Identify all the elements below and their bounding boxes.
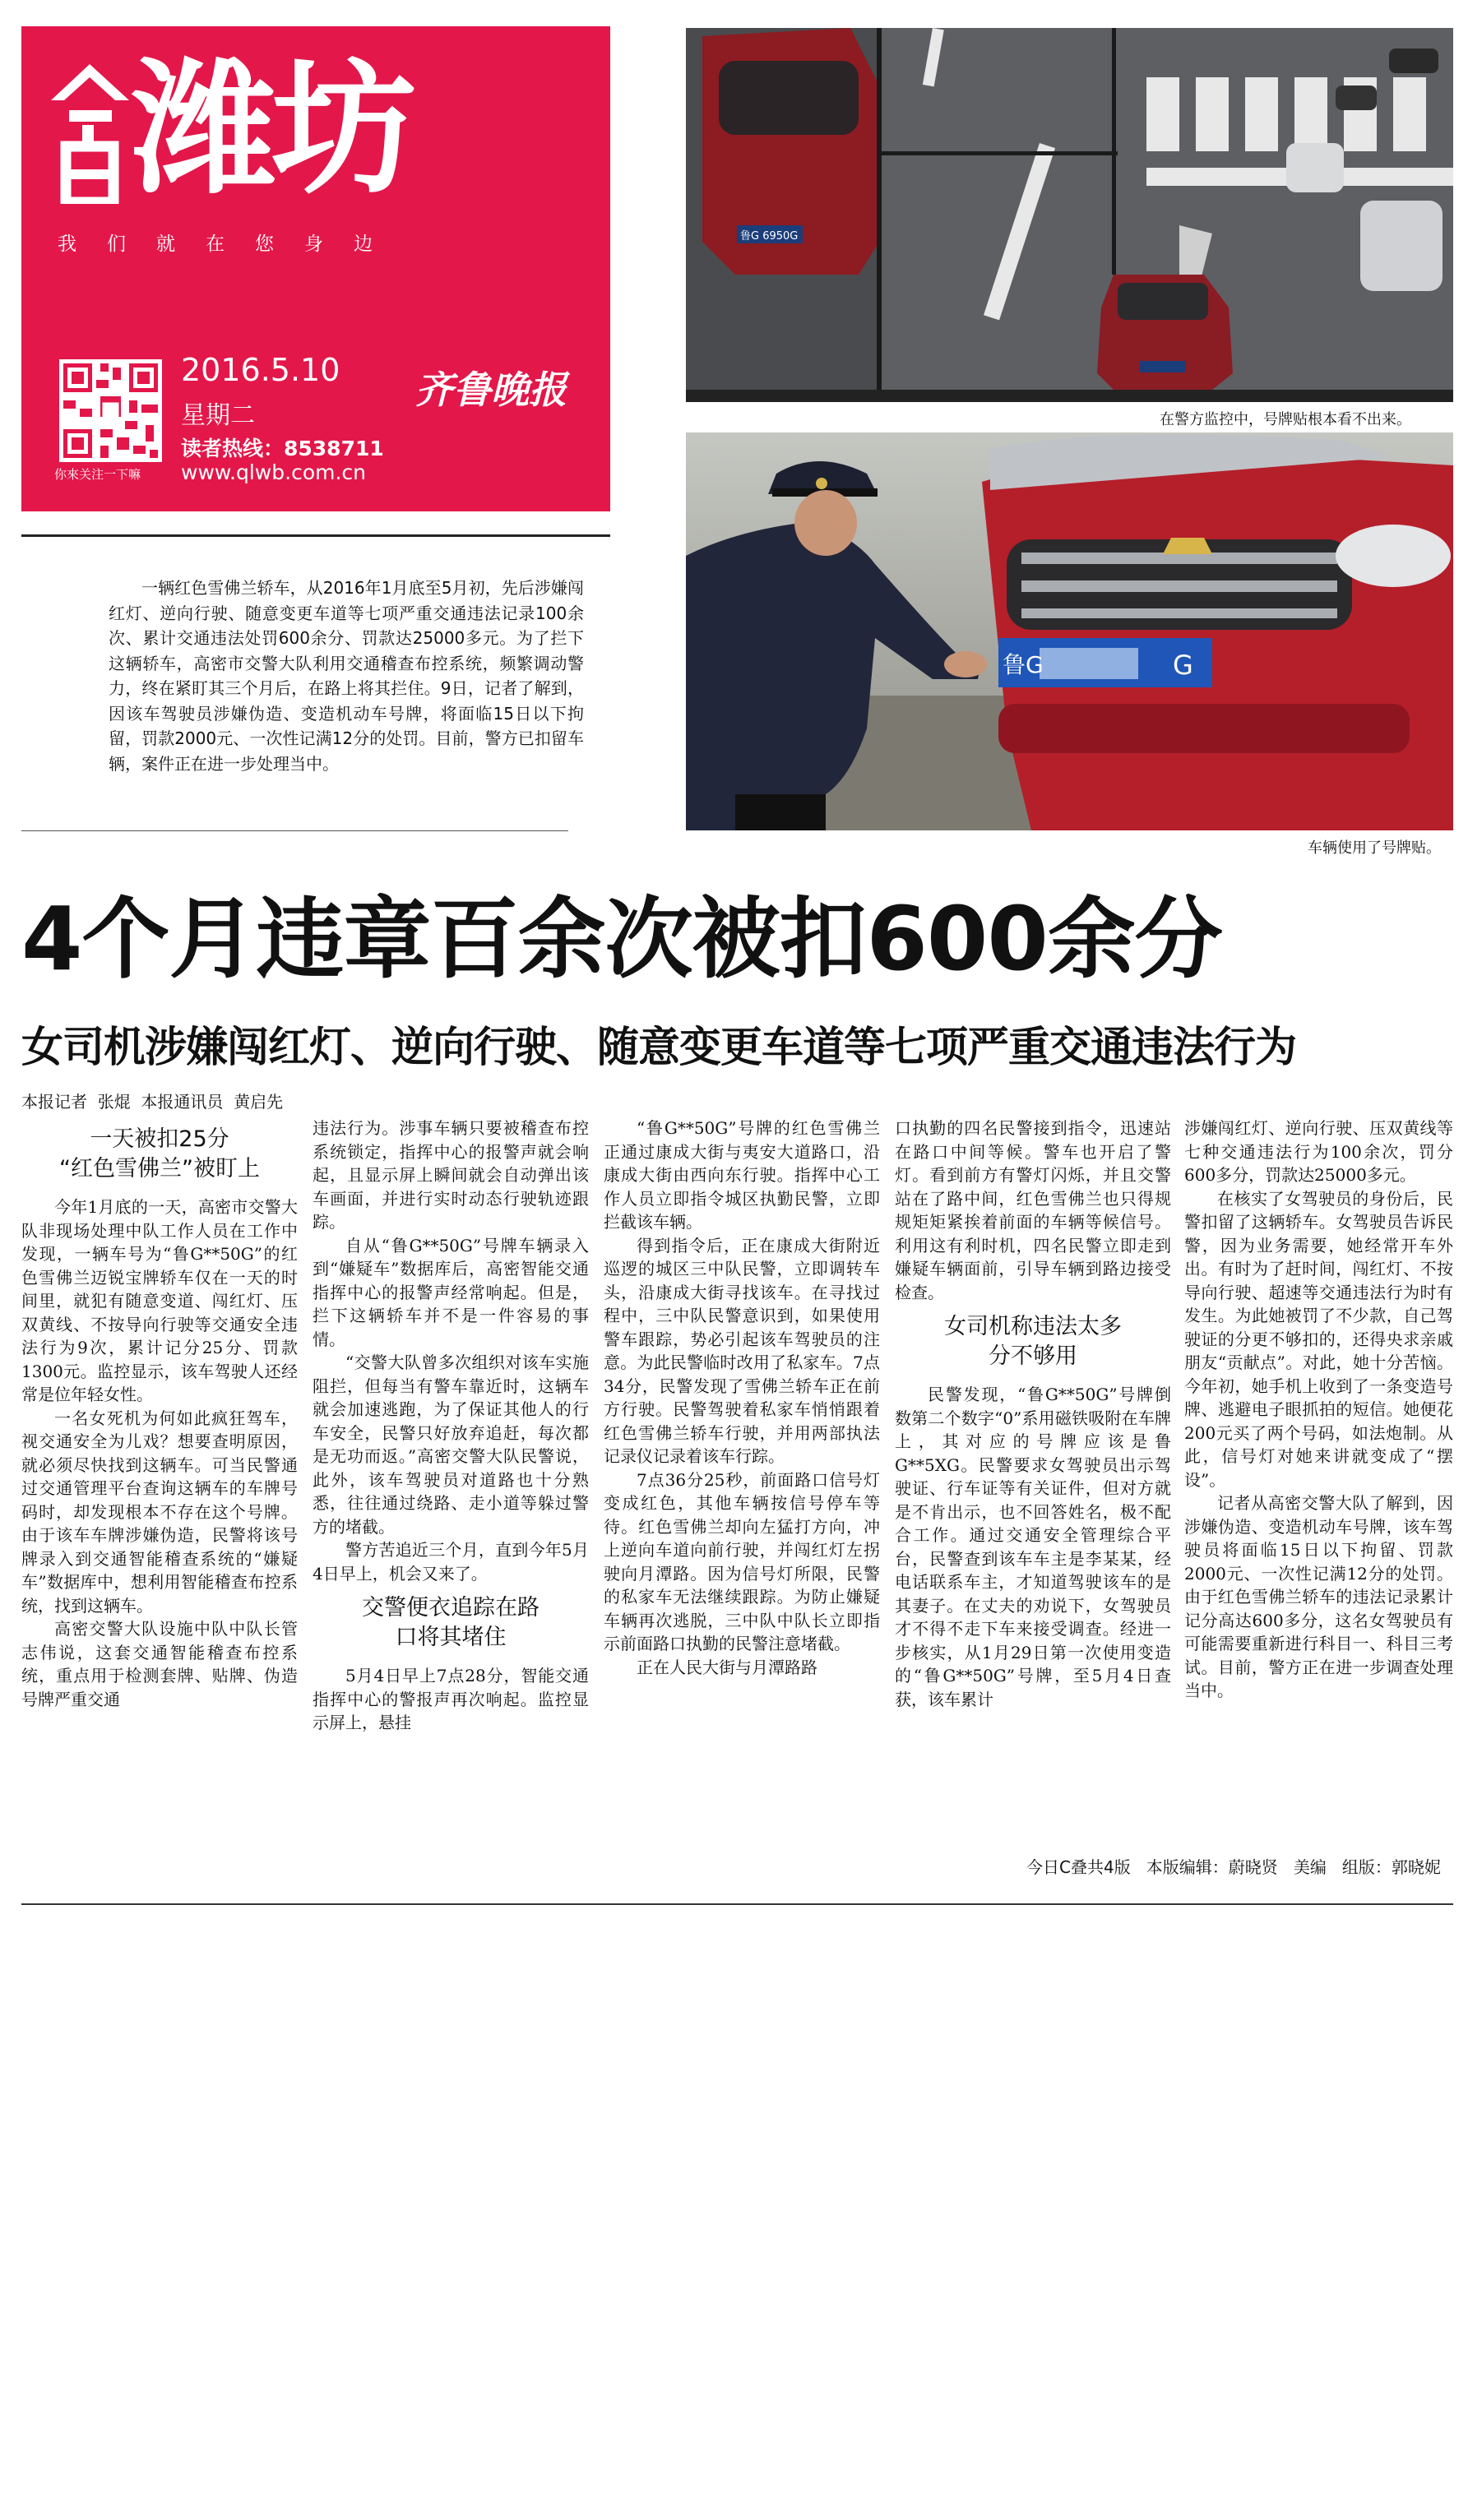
photo-plate-text: 鲁G 6950G xyxy=(740,230,799,243)
paragraph: 在核实了女驾驶员的身份后，民警扣留了这辆轿车。女驾驶员告诉民警，因为业务需要，她经常开车外出。有时为了赶时间，闯红灯、不按导向行驶、超速等交通违法行为时有发生。为此她被罚了不少款，自己驾驶证的分更不够扣的，还得央求亲戚朋友“贡献点”。对此，她十分苦恼。今年初，她手机上收到了一条变造号牌、逃避电子眼抓拍的短信。她便花200元买了两个号码，如法炮制。从此，信号灯对她来讲就变成了“摆设”。 xyxy=(1184,1188,1453,1490)
paragraph: “交警大队曾多次组织对该车实施阻拦，但每当有警车靠近时，这辆车就会加速逃跑，为了保证其他人的行车安全，民警只好放弃追赶，每次都是无功而返。”高密交警大队民警说，此外，该车驾驶员对道路也十分熟悉，往往通过绕路、走小道等躲过警方的堵截。 xyxy=(313,1352,589,1537)
paragraph: 今年1月底的一天，高密市交警大队非现场处理中队工作人员在工作中发现，一辆车号为“鲁G**50G”的红色雪佛兰迈锐宝牌轿车仅在一天的时间里，就犯有随意变道、闯红灯、压双黄线、不按导向行驶等交通安全违法行为9次，累计记分25分、罚款1300元。监控显示，该车驾驶人还经常是位年轻女性。 xyxy=(21,1197,298,1404)
lead-divider xyxy=(21,830,568,831)
paragraph: 7点36分25秒，前面路口信号灯变成红色，其他车辆按信号停车等待。红色雪佛兰却向左猛打方向，冲上逆向车道向前行驶，并闯红灯左拐驶向月潭路。因为信号灯所限，民警的私家车无法继续跟踪。为防止嫌疑车辆再次逃脱，三中队中队长立即指示前面路口执勤的民警注意堵截。 xyxy=(604,1469,880,1653)
paragraph: 高密交警大队设施中队中队长管志伟说，这套交通智能稽查布控系统，重点用于检测套牌、贴牌、伪造号牌严重交通 xyxy=(21,1619,298,1709)
svg-text:鲁G: 鲁G xyxy=(1003,651,1044,678)
masthead-divider xyxy=(21,534,610,537)
reader-hotline: 读者热线：8538711 xyxy=(181,437,384,460)
masthead-slogan: 我们就在您身边 xyxy=(58,234,403,255)
paragraph: 一名女死机为何如此疯狂驾车，视交通安全为儿戏？想要查明原因，就必须尽快找到这辆车。可当民警通过交通管理平台查询这辆车的车牌号码时，却发现根本不存在这个号牌。由于该车车牌涉嫌伪造，民警将该号牌录入到交通智能稽查系统的“嫌疑车”数据库中，想利用智能稽查布控系统，找到这辆车。 xyxy=(21,1408,298,1616)
photo-caption-monitoring: 在警方监控中，号牌贴根本看不出来。 xyxy=(1160,411,1411,428)
paragraph: 自从“鲁G**50G”号牌车辆录入到“嫌疑车”数据库后，高密智能交通指挥中心的报警声经常响起。但是，拦下这辆轿车并不是一件容易的事情。 xyxy=(313,1235,589,1349)
subheadline: 女司机涉嫌闯红灯、逆向行驶、随意变更车道等七项严重交通违法行为 xyxy=(21,1024,1297,1072)
issue-weekday: 星期二 xyxy=(181,401,255,430)
paragraph: 得到指令后，正在康成大街附近巡逻的城区三中队民警，立即调转车头，沿康成大街寻找该车。在寻找过程中，三中队民警意识到，如果使用警车跟踪，势必引起该车驾驶员的注意。为此民警临时改用了私家车。7点34分，民警发现了雪佛兰轿车正在前方行驶。民警驾驶着私家车悄悄跟着红色雪佛兰轿车行驶，并用两部执法记录仪记录着该车行踪。 xyxy=(604,1235,880,1466)
section-heading-line-1: 一天被扣25分 xyxy=(90,1126,229,1152)
paragraph: 民警发现，“鲁G**50G”号牌倒数第二个数字“0”系用磁铁吸附在车牌上，其对应的号牌应该是鲁G**5XG。民警要求女驾驶员出示驾驶证、行车证等有关证件，但对方就是不肯出示，也不回答姓名，极不配合工作。通过交通安全管理综合平台，民警查到该车车主是李某某，经电话联系车主，才知道驾驶该车的是其妻子。在丈夫的劝说下，女驾驶员才不得不走下车来接受调查。经进一步核实，从1月29日第一次使用变造的“鲁G**50G”号牌，至5月4日查获，该车累计 xyxy=(895,1385,1171,1709)
section-heading: 交警便衣追踪在路口将其堵住 xyxy=(362,1595,540,1650)
photo-traffic-camera xyxy=(686,28,1453,402)
article-column-2 xyxy=(313,1117,589,1735)
paragraph: “鲁G**50G”号牌的红色雪佛兰正通过康成大街与夷安大道路口，沿康成大街由西向东行驶。指挥中心工作人员立即指令城区执勤民警，立即拦截该车辆。 xyxy=(604,1118,880,1232)
masthead-title: 潍坊 xyxy=(132,45,412,214)
paragraph: 违法行为。涉事车辆只要被稽查布控系统锁定，指挥中心的报警声就会响起，且显示屏上瞬间就会自动弹出该车画面，并进行实时动态行驶轨迹跟踪。 xyxy=(313,1118,589,1232)
lead-paragraph: 一辆红色雪佛兰轿车，从2016年1月底至5月初，先后涉嫌闯红灯、逆向行驶、随意变更车道等七项严重交通违法记录100余次、累计交通违法处罚600余分、罚款达25000多元。为了拦下这辆轿车，高密市交警大队利用交通稽查布控系统，频繁调动警力，终在紧盯其三个月后，在路上将其拦住。9日，记者了解到，因该车驾驶员涉嫌伪造、变造机动车号牌，将面临15日以下拘留，罚款2000元、一次性记满12分的处罚。目前，警方已扣留车辆，案件正在进一步处理当中。 xyxy=(109,578,584,774)
photo-caption-plate: 车辆使用了号牌贴。 xyxy=(1308,839,1441,857)
paragraph: 口执勤的四名民警接到指令，迅速站在路口中间等候。警车也开启了警灯。看到前方有警灯闪烁，并且交警站在了路中间，红色雪佛兰也只得规规矩矩紧挨着前面的车辆等候信号。利用这有利时机，四名民警立即走到嫌疑车辆面前，引导车辆到路边接受检查。 xyxy=(895,1118,1171,1302)
paragraph: 警方苦追近三个月，直到今年5月4日早上，机会又来了。 xyxy=(313,1540,589,1584)
website-link[interactable]: www.qlwb.com.cn xyxy=(181,460,366,484)
headline: 4个月违章百余次被扣600余分 xyxy=(21,889,1222,991)
section-heading: 女司机称违法太多分不够用 xyxy=(944,1314,1122,1369)
footer-divider xyxy=(21,1903,1453,1905)
paragraph: 5月4日早上7点28分，智能交通指挥中心的警报声再次响起。监控显示屏上，悬挂 xyxy=(313,1666,589,1732)
byline: 本报记者 张焜 本报通讯员 黄启先 xyxy=(21,1092,284,1112)
paragraph: 正在人民大街与月潭路路 xyxy=(637,1657,817,1677)
qr-code-icon[interactable] xyxy=(59,359,162,462)
article-column-4 xyxy=(895,1117,1171,1711)
svg-text:G: G xyxy=(1173,650,1193,681)
article-column-3 xyxy=(604,1117,880,1679)
masthead-jin-logo xyxy=(51,64,129,204)
paragraph: 记者从高密交警大队了解到，因涉嫌伪造、变造机动车号牌，该车驾驶员将面临15日以下拘留、罚款2000元、一次性记满12分的处罚。由于红色雪佛兰轿车的违法记录累计记分高达600多分，这名女驾驶员有可能需要重新进行科目一、科目三考试。目前，警方正在进一步调查处理当中。 xyxy=(1184,1493,1453,1700)
article-column-5 xyxy=(1184,1117,1453,1703)
article-column-1 xyxy=(21,1117,298,1711)
section-heading xyxy=(21,1125,298,1184)
photo-officer-plate xyxy=(686,432,1453,830)
paper-name-logo: 齐鲁晚报 xyxy=(415,368,567,412)
qr-caption: 你來关注一下嘛 xyxy=(54,467,141,482)
issue-date: 2016.5.10 xyxy=(181,352,340,388)
paragraph: 涉嫌闯红灯、逆向行驶、压双黄线等七种交通违法行为100余次，罚分600多分，罚款达25000多元。 xyxy=(1184,1118,1453,1185)
section-heading-line-2: “红色雪佛兰”被盯上 xyxy=(59,1156,260,1181)
page-footer-info: 今日C叠共4版 本版编辑：蔚晓贤 美编 组版：郭晓妮 xyxy=(1026,1857,1441,1877)
